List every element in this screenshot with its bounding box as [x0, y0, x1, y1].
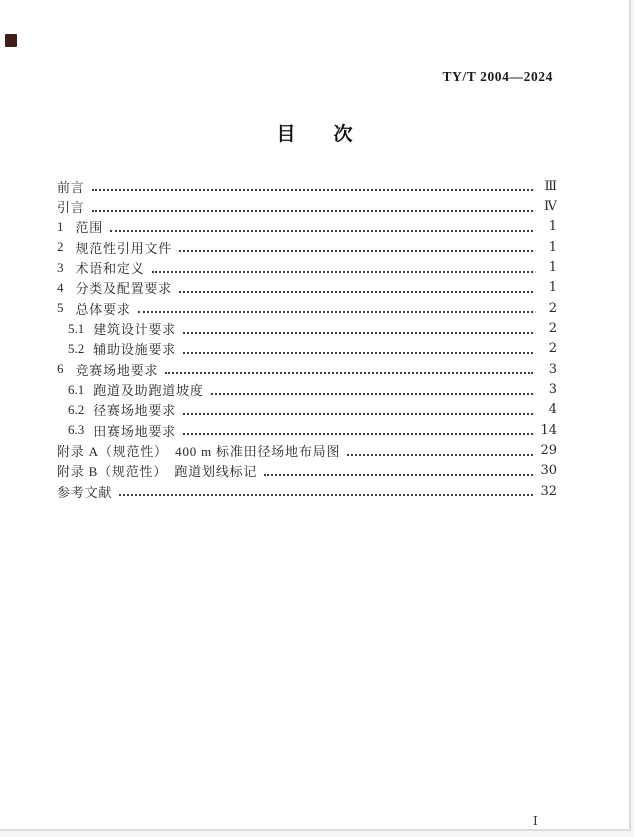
toc-entry — [57, 257, 557, 277]
toc-entry-number: 5.2 — [68, 340, 85, 356]
toc-entry-page: Ⅳ — [544, 199, 557, 215]
toc-entry-title: 附录 B（规范性） 跑道划线标记 — [57, 464, 258, 480]
toc-entry — [57, 400, 557, 420]
toc-entry — [57, 420, 557, 440]
page-title-char-left: 目 — [276, 124, 296, 145]
toc-entry — [57, 379, 557, 399]
toc-entry — [57, 339, 557, 359]
dot-leader — [179, 242, 533, 252]
dot-leader — [165, 364, 533, 374]
toc-entry — [57, 196, 557, 216]
toc-entry-number: 5.1 — [68, 320, 85, 336]
dot-leader — [183, 425, 533, 435]
toc-entry-title: 总体要求 — [75, 301, 131, 317]
dot-leader — [183, 405, 533, 415]
toc-entry-title: 竞赛场地要求 — [75, 362, 159, 378]
toc-entry — [57, 461, 557, 481]
toc-entry — [57, 318, 557, 338]
dot-leader — [110, 222, 533, 232]
dot-leader — [92, 181, 533, 191]
toc-entry-title: 分类及配置要求 — [75, 281, 173, 297]
toc-entry-title: 规范性引用文件 — [75, 240, 173, 256]
dot-leader — [179, 283, 533, 293]
toc-entry — [57, 440, 557, 460]
dot-leader — [92, 202, 533, 212]
toc-entry-page: 30 — [540, 463, 557, 479]
toc-entry-number: 6.2 — [68, 401, 85, 417]
toc-entry — [57, 217, 557, 237]
page-title-char-right: 次 — [333, 124, 353, 145]
toc-entry-title: 径赛场地要求 — [93, 403, 177, 419]
footer-page-number: Ⅰ — [533, 814, 538, 828]
toc-entry-title: 术语和定义 — [75, 261, 145, 277]
toc-entry — [57, 176, 557, 196]
toc-entry-page: 1 — [548, 219, 557, 235]
dot-leader — [183, 324, 533, 334]
dot-leader — [119, 486, 533, 496]
toc-entry-page: 2 — [548, 341, 557, 357]
toc-list — [57, 176, 557, 502]
toc-entry-title: 建筑设计要求 — [93, 322, 177, 338]
toc-entry — [57, 278, 557, 298]
toc-entry-title: 田赛场地要求 — [93, 423, 177, 439]
toc-entry-page: 32 — [540, 483, 557, 499]
toc-entry-number: 6.3 — [68, 422, 85, 438]
dot-leader — [138, 303, 533, 313]
toc-entry-title: 跑道及助跑道坡度 — [93, 383, 204, 399]
dot-leader — [347, 446, 533, 456]
toc-entry-page: 2 — [548, 321, 557, 337]
toc-entry-title: 参考文献 — [57, 484, 113, 500]
toc-entry-number: 4 — [57, 279, 64, 295]
scan-artifact-mark — [5, 34, 17, 47]
toc-entry — [57, 298, 557, 318]
dot-leader — [264, 466, 533, 476]
toc-entry-title: 前言 — [57, 179, 85, 195]
toc-entry-number: 6 — [57, 361, 64, 377]
toc-entry-number: 1 — [57, 218, 64, 234]
page-title — [0, 119, 629, 146]
toc-entry — [57, 237, 557, 257]
toc-entry-number: 5 — [57, 300, 64, 316]
toc-entry-page: 14 — [540, 422, 557, 438]
toc-entry — [57, 481, 557, 501]
dot-leader — [211, 385, 533, 395]
toc-entry-page: 29 — [540, 443, 557, 459]
toc-entry-page: Ⅲ — [544, 178, 557, 194]
toc-entry-title: 附录 A（规范性） 400 m 标准田径场地布局图 — [57, 444, 341, 460]
dot-leader — [152, 263, 533, 273]
toc-entry-page: 1 — [548, 260, 557, 276]
toc-entry-number: 6.1 — [68, 381, 85, 397]
toc-entry-page: 1 — [548, 239, 557, 255]
toc-entry-page: 3 — [548, 361, 557, 377]
standard-number: TY/T 2004—2024 — [442, 69, 553, 84]
toc-entry-page: 3 — [548, 382, 557, 398]
toc-entry-number: 3 — [57, 259, 64, 275]
toc-entry-number: 2 — [57, 239, 64, 255]
toc-entry-title: 引言 — [57, 200, 85, 216]
dot-leader — [183, 344, 533, 354]
toc-entry-page: 1 — [548, 280, 557, 296]
toc-entry-title: 范围 — [75, 220, 104, 236]
toc-entry-title: 辅助设施要求 — [93, 342, 177, 358]
toc-entry — [57, 359, 557, 379]
toc-entry-page: 4 — [548, 402, 557, 418]
toc-entry-page: 2 — [548, 300, 557, 316]
